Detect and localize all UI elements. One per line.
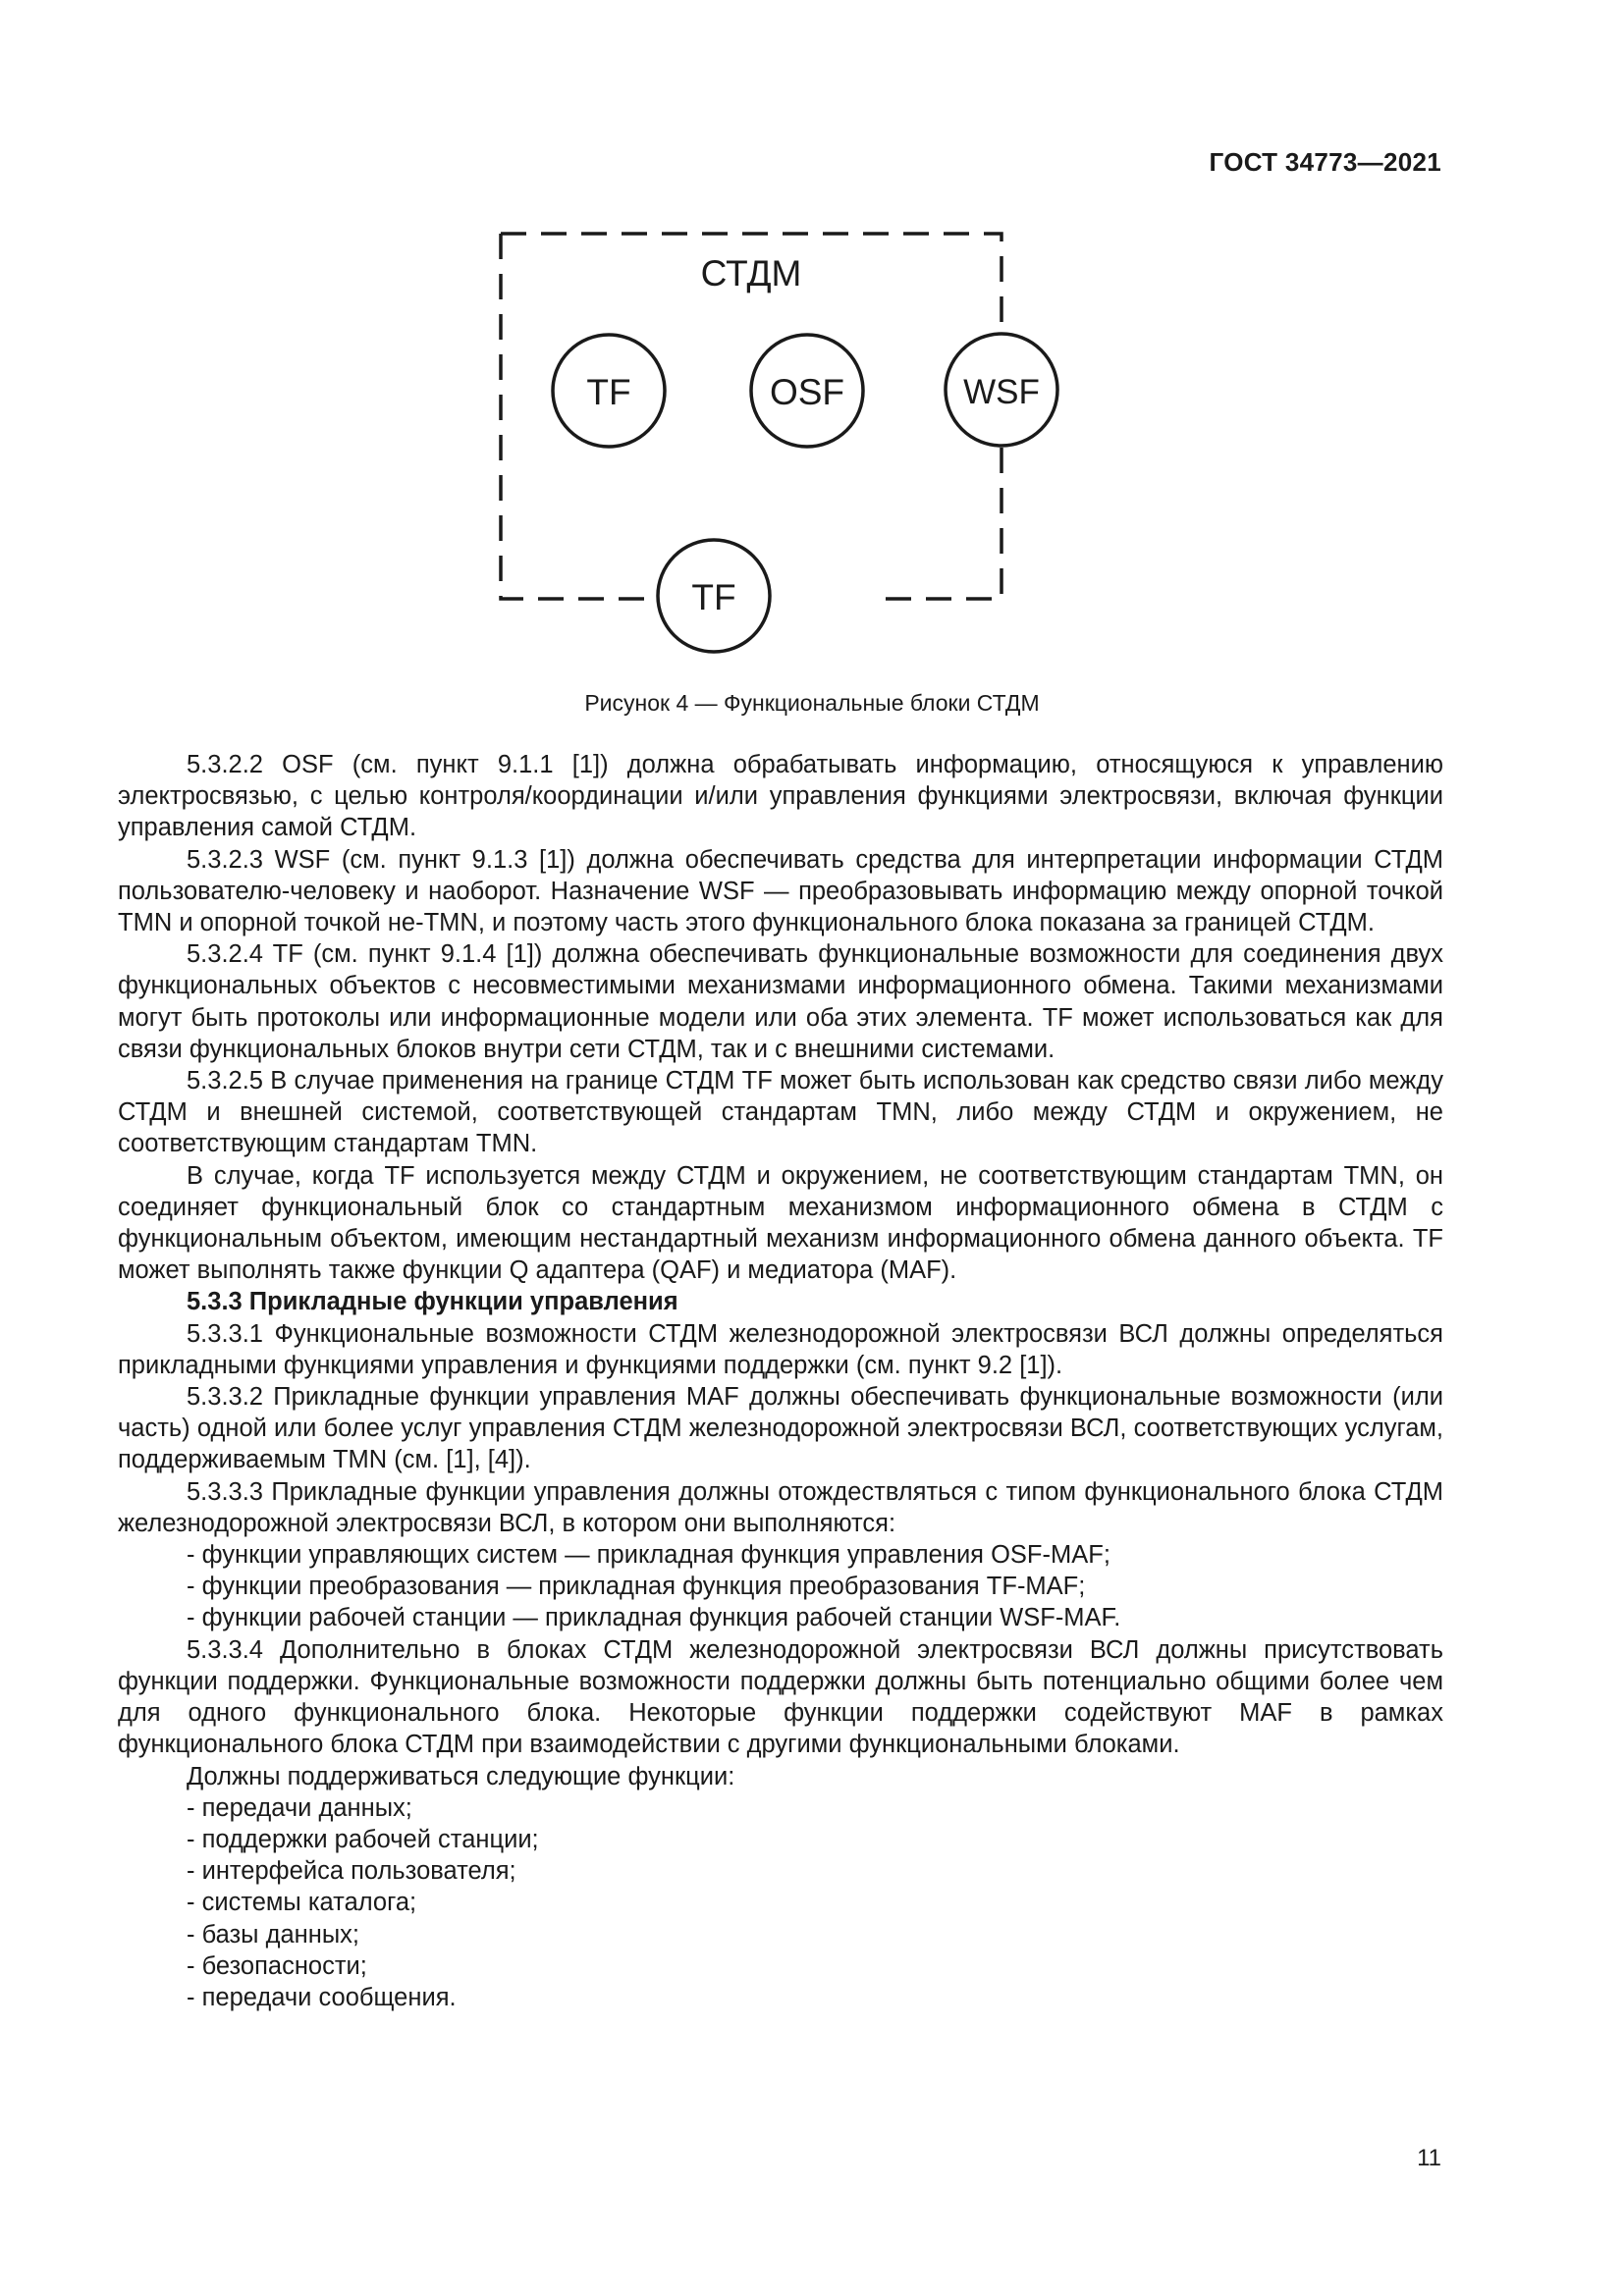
- paragraph-5-3-3-4: 5.3.3.4 Дополнительно в блоках СТДМ железнодорожной электросвязи ВСЛ должны присутствовать функции поддержки. Функциональные возможности поддержки должны быть потенциально общими более чем для одного функционального блока. Некоторые функции поддержки содействуют MAF в рамках функционального блока СТДМ при взаимодействии с другими функциональными блоками.: [118, 1635, 1443, 1759]
- list-item: - функции управляющих систем — прикладная функция управления OSF-MAF;: [187, 1541, 1110, 1570]
- figure-stdm-blocks: [481, 216, 1040, 667]
- tf-block-boundary-label: TF: [691, 577, 736, 617]
- page-number: 11: [1417, 2145, 1441, 2171]
- tf-block-inner-label: TF: [586, 372, 631, 412]
- wsf-block-label: WSF: [963, 373, 1040, 411]
- list-item: - системы каталога;: [187, 1889, 417, 1917]
- paragraph-tf-environment: В случае, когда TF используется между СТДМ и окружением, не соответствующим стандартам TMN, он соединяет функциональный блок со стандартным механизмом информационного обмена в СТДМ с функциональным объектом, имеющим нестандартный механизм информационного обмена данного объекта. TF может выполнять также функции Q адаптера (QAF) и медиатора (MAF).: [118, 1161, 1443, 1285]
- wsf-block: [946, 334, 1057, 446]
- paragraph-5-3-3-2: 5.3.3.2 Прикладные функции управления MAF должны обеспечивать функциональные возможности (или часть) одной или более услуг управления СТДМ железнодорожной электросвязи ВСЛ, соответствующих услугам, поддерживаемым TMN (см. [1], [4]).: [118, 1383, 1443, 1474]
- osf-block: [751, 335, 863, 447]
- tf-block-boundary: [658, 540, 770, 652]
- maf-function-list: [118, 1539, 1443, 1634]
- support-function-list: [118, 1792, 1443, 2013]
- paragraph-5-3-2-2: 5.3.2.2 OSF (см. пункт 9.1.1 [1]) должна обрабатывать информацию, относящуюся к управлению электросвязью, с целью контроля/координации и/или управления функциями электросвязи, включая функции управления самой СТДМ.: [118, 751, 1443, 842]
- osf-block-label: OSF: [769, 372, 845, 412]
- list-item: - интерфейса пользователя;: [187, 1857, 516, 1886]
- paragraph-5-3-3-1: 5.3.3.1 Функциональные возможности СТДМ железнодорожной электросвязи ВСЛ должны определяться прикладными функциями управления и функциями поддержки (см. пункт 9.2 [1]).: [118, 1319, 1443, 1379]
- section-heading-5-3-3: 5.3.3 Прикладные функции управления: [187, 1288, 678, 1316]
- paragraph-5-3-3-3: 5.3.3.3 Прикладные функции управления должны отождествляться с типом функционального блока СТДМ железнодорожной электросвязи ВСЛ, в котором они выполняются:: [118, 1477, 1443, 1537]
- list-item: - поддержки рабочей станции;: [187, 1825, 539, 1853]
- figure-caption: Рисунок 4 — Функциональные блоки СТДМ: [584, 690, 1040, 716]
- list-item: - передачи данных;: [187, 1793, 412, 1822]
- paragraph-support-intro: Должны поддерживаться следующие функции:: [187, 1762, 735, 1790]
- list-item: - функции преобразования — прикладная функция преобразования TF-MAF;: [187, 1573, 1086, 1601]
- list-item: - базы данных;: [187, 1920, 359, 1949]
- list-item: - безопасности;: [187, 1951, 367, 1980]
- stdm-boundary-label: СТДМ: [700, 253, 802, 294]
- paragraph-5-3-2-3: 5.3.2.3 WSF (см. пункт 9.1.3 [1]) должна обеспечивать средства для интерпретации информации СТДМ пользователю-человеку и наоборот. Назначение WSF — преобразовывать информацию между опорной точкой TMN и опорной точкой не-TMN, и поэтому часть этого функционального блока показана за границей СТДМ.: [118, 845, 1443, 937]
- paragraph-5-3-2-5: 5.3.2.5 В случае применения на границе СТДМ TF может быть использован как средство связи либо между СТДМ и внешней системой, соответствующей стандартам TMN, либо между СТДМ и окружением, не соответствующим стандартам TMN.: [118, 1067, 1443, 1158]
- list-item: - передачи сообщения.: [187, 1983, 457, 2011]
- list-item: - функции рабочей станции — прикладная функция рабочей станции WSF-MAF.: [187, 1604, 1121, 1632]
- document-header: ГОСТ 34773—2021: [1209, 147, 1441, 177]
- tf-block-inner: [553, 335, 665, 447]
- paragraph-5-3-2-4: 5.3.2.4 TF (см. пункт 9.1.4 [1]) должна обеспечивать функциональные возможности для соединения двух функциональных объектов с несовместимыми механизмами информационного обмена. Такими механизмами могут быть протоколы или информационные модели или оба этих элемента. TF может использоваться как для связи функциональных блоков внутри сети СТДМ, так и с внешними системами.: [118, 940, 1443, 1063]
- document-body: [118, 749, 1443, 2013]
